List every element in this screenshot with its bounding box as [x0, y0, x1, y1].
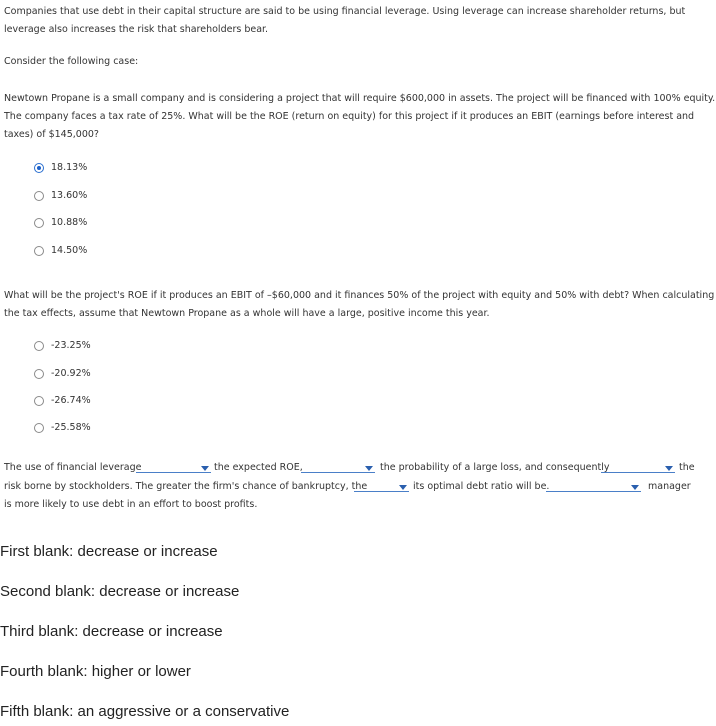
q1-option-2[interactable] — [34, 190, 87, 201]
blank-1-dropdown[interactable] — [136, 463, 211, 473]
blank-5-dropdown[interactable] — [546, 482, 641, 492]
q2-option-label: -25.58% — [51, 422, 91, 433]
q2-option-label: -20.92% — [51, 368, 91, 379]
radio-selected-icon[interactable] — [34, 163, 44, 173]
blank-3-dropdown[interactable] — [601, 463, 675, 473]
note-fifth-blank: Fifth blank: an aggressive or a conservative — [0, 703, 290, 720]
intro-line-2: leverage also increases the risk that shareholders bear. — [4, 24, 269, 35]
chevron-down-icon — [631, 485, 639, 490]
intro-line-1: Companies that use debt in their capital structure are said to be using financial leverage. Using leverage can increase shareholder returns, but — [4, 6, 686, 17]
intro-text — [4, 3, 685, 39]
radio-icon[interactable] — [34, 423, 44, 433]
q2-text — [4, 287, 714, 323]
fib-text-6: its optimal debt ratio will be. — [413, 481, 550, 492]
fib-text-8: is more likely to use debt in an effort to boost profits. — [4, 499, 258, 510]
case-line-3: taxes) of $145,000? — [4, 129, 99, 140]
q1-option-label: 10.88% — [51, 217, 88, 228]
chevron-down-icon — [399, 485, 407, 490]
chevron-down-icon — [201, 466, 209, 471]
fib-text-1: The use of financial leverage — [4, 462, 142, 473]
q1-option-3[interactable] — [34, 217, 87, 228]
case-line-1: Newtown Propane is a small company and is considering a project that will require $600,000 in assets. The project will be financed with 100% equity. — [4, 93, 716, 104]
chevron-down-icon — [665, 466, 673, 471]
q2-option-4[interactable] — [34, 422, 91, 433]
q2-line-1: What will be the project's ROE if it produces an EBIT of –$60,000 and it finances 50% of the project with equity and 50% with debt? When calculating — [4, 290, 715, 301]
case-line-2: The company faces a tax rate of 25%. What will be the ROE (return on equity) for this project if it produces an EBIT (earnings before interest and — [4, 111, 695, 122]
note-second-blank: Second blank: decrease or increase — [0, 583, 240, 600]
q1-option-4[interactable] — [34, 245, 87, 256]
fib-text-7: manager — [648, 481, 691, 492]
blank-2-dropdown[interactable] — [301, 463, 375, 473]
case-text — [4, 90, 715, 144]
q2-option-label: -23.25% — [51, 340, 91, 351]
consider-text: Consider the following case: — [4, 56, 139, 67]
fib-text-3: the probability of a large loss, and consequently — [380, 462, 610, 473]
note-fourth-blank: Fourth blank: higher or lower — [0, 663, 191, 680]
radio-icon[interactable] — [34, 218, 44, 228]
q1-option-label: 14.50% — [51, 245, 88, 256]
q2-option-1[interactable] — [34, 340, 91, 351]
note-third-blank: Third blank: decrease or increase — [0, 623, 223, 640]
q1-option-label: 13.60% — [51, 190, 88, 201]
radio-icon[interactable] — [34, 396, 44, 406]
q1-option-1[interactable] — [34, 162, 87, 173]
blank-4-dropdown[interactable] — [354, 482, 409, 492]
note-first-blank: First blank: decrease or increase — [0, 543, 218, 560]
q2-option-3[interactable] — [34, 395, 91, 406]
fib-text-4: the — [679, 462, 695, 473]
chevron-down-icon — [365, 466, 373, 471]
fib-text-2: the expected ROE, — [214, 462, 303, 473]
q1-option-label: 18.13% — [51, 162, 88, 173]
radio-icon[interactable] — [34, 191, 44, 201]
q2-option-label: -26.74% — [51, 395, 91, 406]
q2-option-2[interactable] — [34, 368, 91, 379]
radio-icon[interactable] — [34, 246, 44, 256]
fib-text-5: risk borne by stockholders. The greater the firm's chance of bankruptcy, the — [4, 481, 368, 492]
radio-icon[interactable] — [34, 341, 44, 351]
q2-line-2: the tax effects, assume that Newtown Propane as a whole will have a large, positive income this year. — [4, 308, 490, 319]
radio-icon[interactable] — [34, 369, 44, 379]
